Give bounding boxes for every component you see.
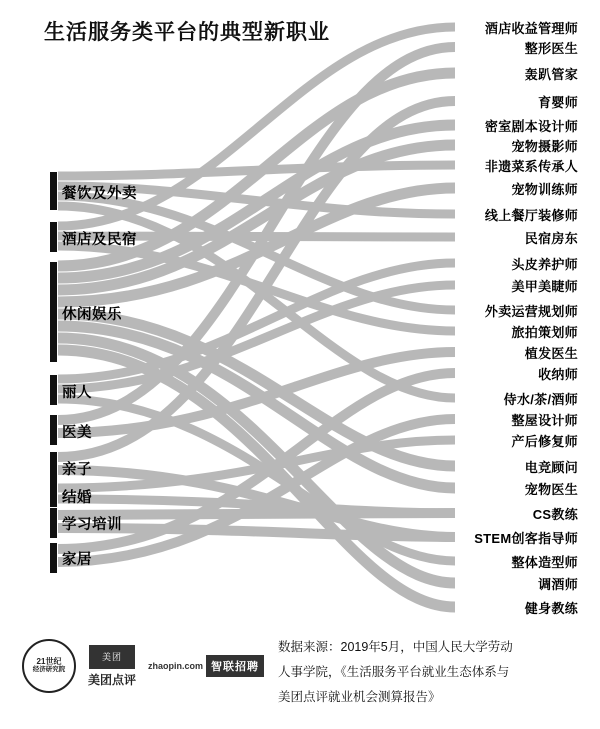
occupation-label-stem-maker-instructor: STEM创客指导师 (474, 531, 578, 546)
occupation-label-homestay-host: 民宿房东 (524, 231, 578, 246)
occupation-label-online-restaurant-decorator: 线上餐厅装修师 (484, 208, 578, 223)
category-label-wedding: 结婚 (62, 490, 92, 506)
occupation-label-hair-transplant-doctor: 植发医生 (524, 346, 578, 361)
source-line-1: 数据来源：2019年5月，中国人民大学劳动 (278, 640, 513, 654)
page-title: 生活服务类平台的典型新职业 (44, 21, 330, 44)
occupation-label-party-butler: 轰趴管家 (524, 67, 578, 82)
occupation-label-intangible-heritage-cuisine-inheritor: 非遗菜系传承人 (484, 159, 578, 174)
occupation-label-veterinarian: 宠物医生 (524, 482, 578, 497)
occupation-label-water-tea-wine-sommelier: 侍水/茶/酒师 (503, 392, 578, 407)
meituan-logo (88, 645, 136, 688)
occupation-label-pet-photographer: 宠物摄影师 (511, 139, 578, 154)
occupation-label-fitness-trainer: 健身教练 (524, 601, 578, 616)
meituan-logo-text: 美团点评 (88, 672, 137, 687)
meituan-mark: 美团 (89, 645, 135, 669)
occupation-label-hotel-revenue-manager: 酒店收益管理师 (484, 21, 578, 36)
institute-logo-line1: 21世纪 (36, 657, 62, 666)
zhaopin-logo (148, 655, 264, 677)
source-line-2: 人事学院，《生活服务平台就业生态体系与 (278, 665, 510, 679)
occupation-label-cs-coach: CS教练 (532, 507, 578, 522)
occupation-label-scalp-care-specialist: 头皮养护师 (511, 257, 578, 272)
occupation-label-infant-caregiver: 育婴师 (538, 95, 578, 110)
occupation-label-bartender: 调酒师 (538, 577, 578, 592)
occupation-label-postpartum-recovery-specialist: 产后修复师 (511, 434, 578, 449)
sankey-left-nodes (50, 172, 57, 573)
category-label-beauty: 丽人 (62, 385, 92, 401)
source-note (278, 635, 578, 710)
institute-logo (22, 639, 76, 693)
occupation-label-plastic-surgeon: 整形医生 (524, 41, 578, 56)
logo-row (22, 639, 264, 693)
occupation-label-overall-stylist: 整体造型师 (511, 555, 578, 570)
category-label-home: 家居 (62, 552, 92, 568)
category-label-medical-aesthetics: 医美 (62, 425, 92, 441)
category-label-leisure-entertainment: 休闲娱乐 (62, 307, 122, 323)
occupation-label-escape-room-script-designer: 密室剧本设计师 (484, 119, 578, 134)
category-label-hotel-homestay: 酒店及民宿 (62, 232, 137, 248)
occupation-label-whole-house-designer: 整屋设计师 (511, 413, 578, 428)
occupation-label-organizer: 收纳师 (538, 367, 578, 382)
category-label-parent-child: 亲子 (62, 462, 92, 478)
source-line-3: 美团点评就业机会测算报告》 (278, 690, 441, 704)
category-label-education-training: 学习培训 (62, 517, 122, 533)
occupation-label-travel-photo-planner: 旅拍策划师 (511, 325, 578, 340)
occupation-label-nail-lash-artist: 美甲美睫师 (511, 279, 578, 294)
occupation-label-pet-trainer: 宠物训练师 (511, 182, 578, 197)
zhaopin-logo-en: zhaopin.com (148, 661, 204, 671)
occupation-label-esports-consultant: 电竞顾问 (524, 460, 578, 475)
zhaopin-logo-mark: 智联招聘 (206, 655, 264, 677)
category-label-restaurant-delivery: 餐饮及外卖 (62, 186, 137, 202)
institute-logo-line2: 经济研究院 (32, 666, 66, 673)
footer (0, 625, 600, 729)
occupation-label-delivery-operations-planner: 外卖运营规划师 (484, 304, 578, 319)
